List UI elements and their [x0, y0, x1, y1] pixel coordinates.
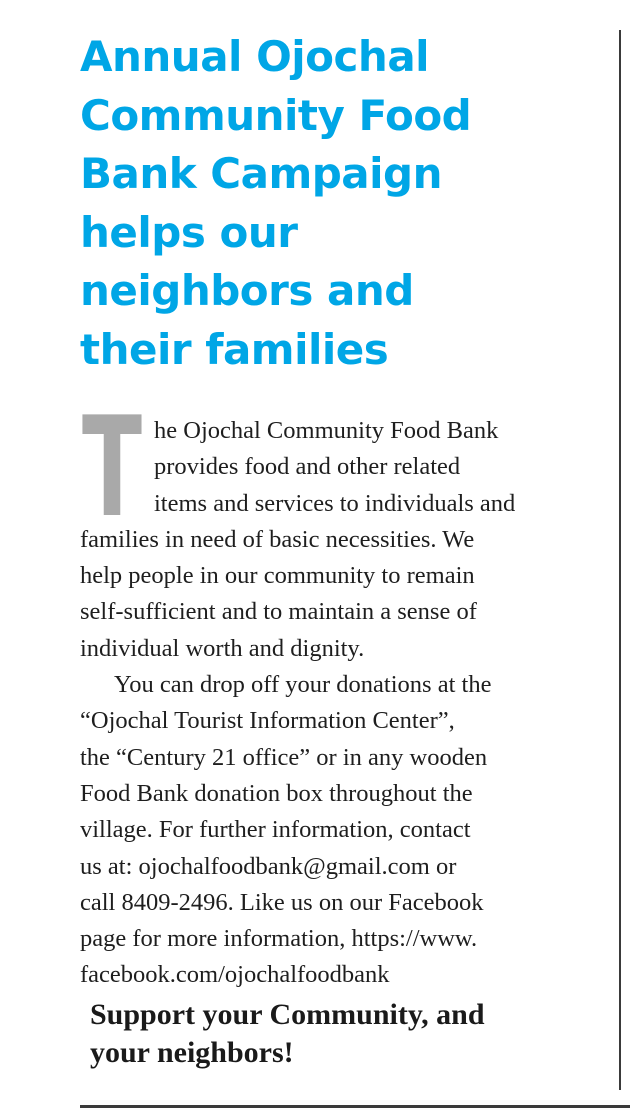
paragraph-line: page for more information, https://www.: [80, 925, 478, 953]
paragraph-line: Food Bank donation box throughout the: [80, 779, 473, 807]
paragraph-line: items and services to individuals and: [154, 489, 516, 517]
paragraph-line: You can drop off your donations at the: [114, 671, 492, 699]
headline-line: neighbors and: [80, 266, 414, 315]
article-body: [80, 387, 600, 994]
paragraph-line: individual worth and dignity.: [80, 634, 365, 662]
headline-line: helps our: [80, 207, 298, 257]
donation-paragraph: [80, 667, 600, 994]
intro-paragraph: [80, 387, 600, 667]
closing-slogan: [90, 996, 485, 1072]
drop-cap: [80, 387, 144, 548]
email-line: us at: ojochalfoodbank@gmail.com or: [80, 852, 457, 880]
paragraph-line: provides food and other related: [154, 453, 461, 481]
headline-line: their families: [80, 324, 389, 374]
paragraph-line: “Ojochal Tourist Information Center”,: [80, 707, 455, 735]
paragraph-line: help people in our community to remain: [80, 562, 475, 590]
column-divider: [619, 30, 621, 1090]
headline-line: Bank Campaign: [80, 149, 443, 198]
phone-line: call 8409-2496. Like us on our Facebook: [80, 888, 484, 916]
closing-line: your neighbors!: [90, 1036, 294, 1069]
closing-line: Support your Community, and: [90, 998, 485, 1031]
headline-line: Community Food: [80, 90, 472, 140]
drop-cap-letter: T: [82, 387, 142, 548]
headline-line: Annual Ojochal: [80, 32, 430, 81]
facebook-link-line: facebook.com/ojochalfoodbank: [80, 961, 390, 989]
headline: [80, 28, 600, 379]
paragraph-line: he Ojochal Community Food Bank: [154, 417, 499, 444]
paragraph-line: the “Century 21 office” or in any wooden: [80, 743, 488, 771]
bottom-rule: [80, 1105, 630, 1108]
paragraph-line: village. For further information, contact: [80, 816, 471, 844]
paragraph-line: families in need of basic necessities. We: [80, 525, 475, 553]
paragraph-line: self-sufficient and to maintain a sense of: [80, 598, 477, 626]
article: [80, 28, 600, 994]
